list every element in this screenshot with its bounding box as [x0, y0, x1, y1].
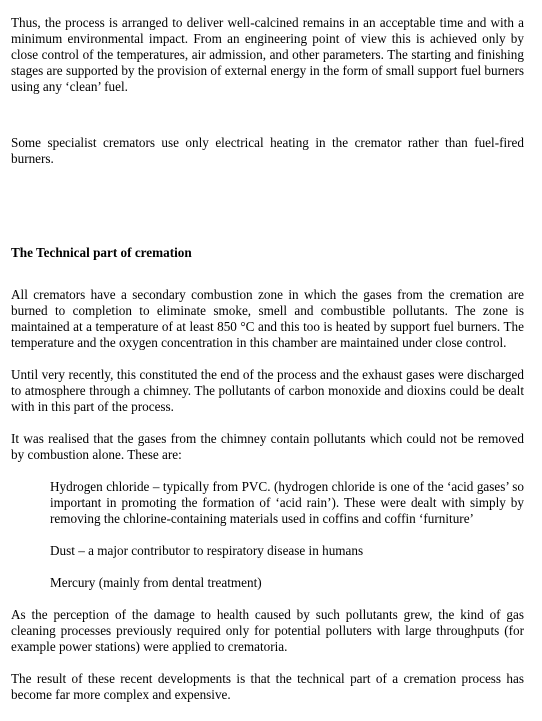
section-heading: The Technical part of cremation	[11, 245, 192, 260]
paragraph-electrical-heating: Some specialist cremators use only electrical heating in the cremator rather than fuel-fired burners.	[11, 135, 524, 166]
list-item-mercury: Mercury (mainly from dental treatment)	[50, 575, 262, 590]
list-item-hydrogen-chloride: Hydrogen chloride – typically from PVC. (hydrogen chloride is one of the ‘acid gases’ so important in promoting the formation of ‘acid rain’). These were dealt with simply by removing the chlorine-containing materials used in coffins and coffin ‘furniture’	[50, 479, 524, 526]
paragraph-secondary-combustion: All cremators have a secondary combustion zone in which the gases from the cremation are burned to completion to eliminate smoke, smell and combustible pollutants. The zone is maintained at a temperature of at least 850 °C and this too is heated by support fuel burners. The temperature and the oxygen concentration in this chamber are maintained under close control.	[11, 287, 524, 350]
paragraph-pollutants-intro: It was realised that the gases from the chimney contain pollutants which could not be removed by combustion alone. These are:	[11, 431, 524, 462]
paragraph-gas-cleaning: As the perception of the damage to health caused by such pollutants grew, the kind of gas cleaning processes previously required only for potential polluters with large throughputs (for example power stations) were applied to crematoria.	[11, 607, 524, 654]
paragraph-chimney-discharge: Until very recently, this constituted the end of the process and the exhaust gases were discharged to atmosphere through a chimney. The pollutants of carbon monoxide and dioxins could be dealt with in this part of the process.	[11, 367, 524, 414]
document-page	[11, 15, 524, 703]
paragraph-process-arrangement: Thus, the process is arranged to deliver well-calcined remains in an acceptable time and with a minimum environmental impact. From an engineering point of view this is achieved only by close control of the temperatures, air admission, and other parameters. The starting and finishing stages are supported by the provision of external energy in the form of small support fuel burners using any ‘clean’ fuel.	[11, 15, 524, 94]
paragraph-result: The result of these recent developments is that the technical part of a cremation process has become far more complex and expensive.	[11, 671, 524, 702]
list-item-dust: Dust – a major contributor to respiratory disease in humans	[50, 543, 364, 558]
